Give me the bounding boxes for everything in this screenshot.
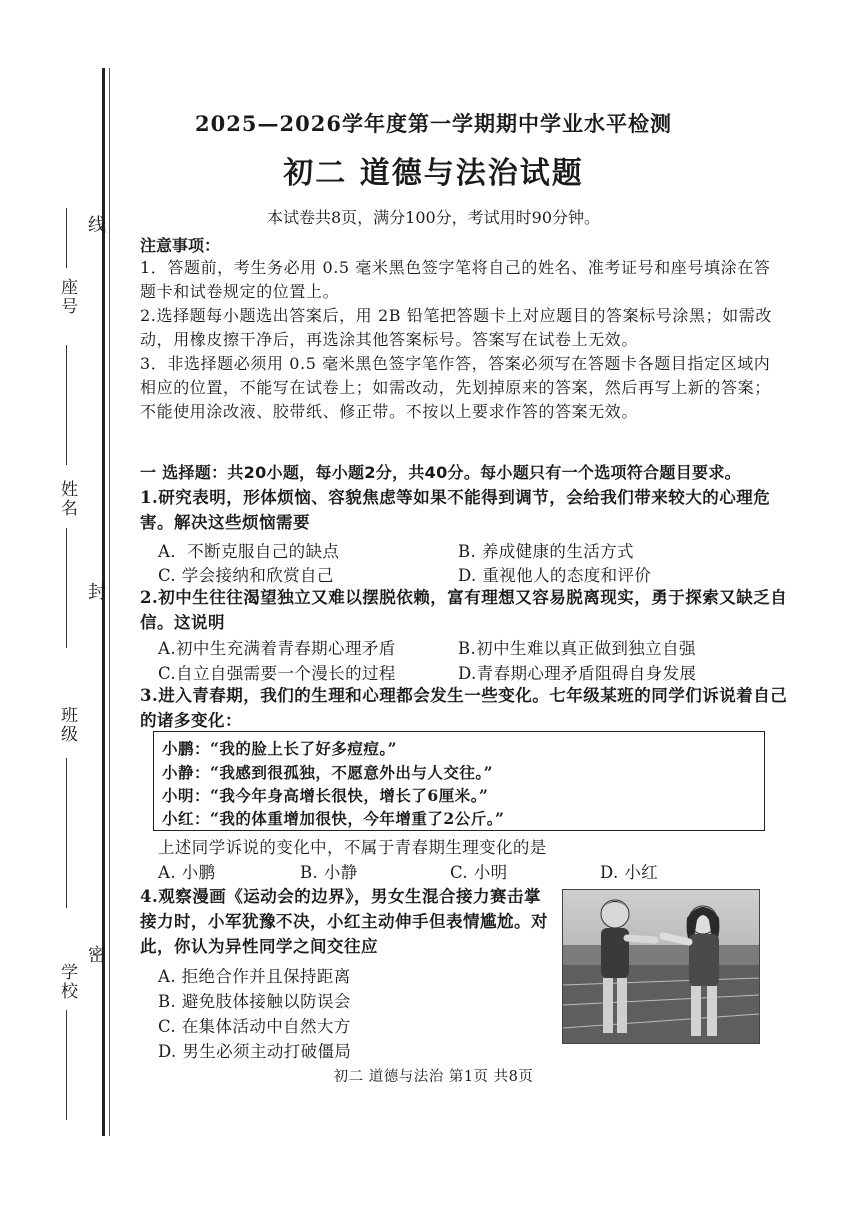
school-label: 学校 [57,963,77,1001]
class-blank-line [66,758,67,908]
q1-option-a[interactable]: A．不断克服自己的缺点 [158,542,340,561]
question-3-stem2: 上述同学诉说的变化中，不属于青春期生理变化的是 [158,838,547,857]
notice-item-1: 1．答题前，考生务必用 0.5 毫米黑色签字笔将自己的姓名、准考证号和座号填涂在答题卡和试卷规定的位置上。 [140,258,771,301]
name-label: 姓名 [57,480,77,518]
q3-option-c[interactable]: C. 小明 [450,863,508,882]
question-2-stem: 2.初中生往往渴望独立又难以摆脱依赖，富有理想又容易脱离现实，勇于探索又缺乏自信。这说明 [140,588,788,632]
quote-xiaopeng: 小鹏：“我的脸上长了好多痘痘。” [162,739,398,758]
notice-item-2: 2.选择题每小题选出答案后，用 2B 铅笔把答题卡上对应题目的答案标号涂黑；如需改动，用橡皮擦干净后，再选涂其他答案标号。答案写在试卷上无效。 [140,306,772,349]
secret-mark: 密 [85,945,106,963]
q4-option-b[interactable]: B. 避免肢体接触以防误会 [158,992,351,1011]
q4-option-a[interactable]: A. 拒绝合作并且保持距离 [158,967,351,986]
section-title: 一 选择题：共20小题，每小题2分，共40分。每小题只有一个选项符合题目要求。 [140,463,741,482]
page-footer: 初二 道德与法治 第1页 共8页 [333,1069,534,1085]
question-4-stem: 4.观察漫画《运动会的边界》，男女生混合接力赛击掌接力时，小军犹豫不决，小红主动伸手但表情尴尬。对此，你认为异性同学之间交往应 [140,887,548,956]
exam-term: 2025—2026学年度第一学期期中学业水平检测 [195,111,672,136]
q2-option-d[interactable]: D.青春期心理矛盾阻碍自身发展 [458,664,697,683]
q2-option-b[interactable]: B.初中生难以真正做到独立自强 [458,639,696,658]
quote-xiaoming: 小明：“我今年身高增长很快，增长了6厘米。” [162,786,489,805]
question-1-stem: 1.研究表明，形体烦恼、容貌焦虑等如果不能得到调节，会给我们带来较大的心理危害。解决这些烦恼需要 [140,488,771,532]
notice-title: 注意事项： [140,236,221,255]
q2-option-a[interactable]: A.初中生充满着青春期心理矛盾 [158,639,396,658]
name-blank-line-bottom [66,528,67,648]
quote-xiaohong: 小红：“我的体重增加很快，今年增重了2公斤。” [162,809,505,828]
quote-xiaojing: 小静：“我感到很孤独，不愿意外出与人交往。” [162,763,494,782]
q1-option-b[interactable]: B. 养成健康的生活方式 [458,542,634,561]
q4-option-c[interactable]: C. 在集体活动中自然大方 [158,1017,351,1036]
q2-option-c[interactable]: C.自立自强需要一个漫长的过程 [158,664,396,683]
line-mark: 线 [85,215,106,233]
binding-line-inner [109,68,110,1136]
q1-option-d[interactable]: D. 重视他人的态度和评价 [458,566,652,585]
exam-info: 本试卷共8页，满分100分，考试用时90分钟。 [266,208,601,227]
class-label: 班级 [57,706,77,744]
question-3-stem: 3.进入青春期，我们的生理和心理都会发生一些变化。七年级某班的同学们诉说着自己的诸多变化： [140,686,788,730]
notice-item-3: 3．非选择题必须用 0.5 毫米黑色签字笔作答，答案必须写在答题卡各题目指定区域内相应的位置，不能写在试卷上；如需改动，先划掉原来的答案，然后再写上新的答案；不能使用涂改液、胶带纸、修正带。不按以上要求作答的答案无效。 [140,354,771,421]
q3-option-a[interactable]: A. 小鹏 [158,863,216,882]
q3-option-b[interactable]: B. 小静 [300,863,358,882]
q1-option-c[interactable]: C. 学会接纳和欣赏自己 [158,566,334,585]
name-blank-line-top [66,345,67,465]
seal-mark: 封 [85,582,106,600]
q3-option-d[interactable]: D. 小红 [600,863,659,882]
seat-label: 座号 [57,278,77,316]
q4-option-d[interactable]: D. 男生必须主动打破僵局 [158,1042,352,1061]
sports-day-comic [562,889,760,1044]
exam-title: 初二 道德与法治试题 [283,156,584,191]
